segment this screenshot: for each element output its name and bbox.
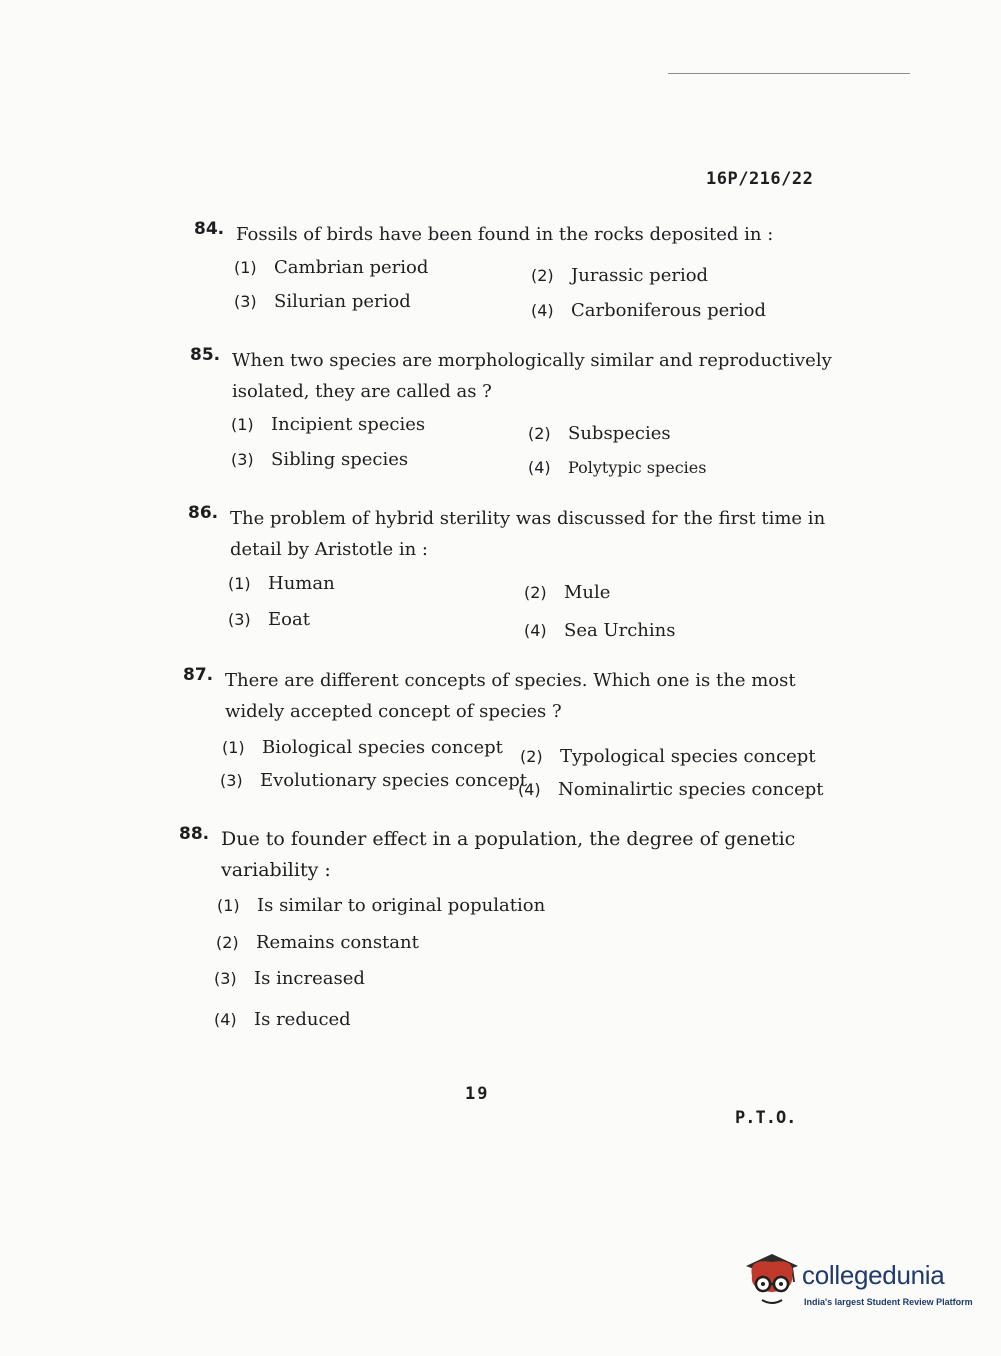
mascot-icon bbox=[742, 1250, 802, 1310]
option: (2) Remains constant bbox=[216, 932, 419, 953]
option: (4) Sea Urchins bbox=[524, 620, 676, 641]
question-85 bbox=[190, 345, 840, 407]
option: (2) Typological species concept bbox=[520, 746, 816, 767]
option: (3) Sibling species bbox=[231, 449, 409, 470]
option: (4) Carboniferous period bbox=[531, 300, 767, 321]
option: (1) Is similar to original population bbox=[217, 895, 546, 916]
brand-tagline: India's largest Student Review Platform bbox=[804, 1297, 973, 1307]
option: (1) Human bbox=[228, 573, 335, 594]
brand-name: collegedunia bbox=[802, 1260, 945, 1290]
option: (3) Is increased bbox=[214, 968, 365, 989]
option: (3) Silurian period bbox=[234, 291, 411, 312]
page-number: 19 bbox=[465, 1084, 490, 1104]
paper-code: 16P/216/22 bbox=[706, 169, 814, 189]
question-text: There are different concepts of species. Which one is the most widely accepted concept of species ? bbox=[225, 670, 796, 722]
option: (4) Nominalirtic species concept bbox=[518, 779, 824, 800]
header-rule bbox=[668, 73, 910, 74]
option: (3) Eoat bbox=[228, 609, 310, 630]
option: (4) Is reduced bbox=[214, 1009, 351, 1030]
question-84 bbox=[194, 219, 834, 250]
option: (2) Jurassic period bbox=[531, 265, 709, 286]
question-88 bbox=[179, 824, 829, 886]
option: (1) Incipient species bbox=[231, 414, 426, 435]
question-text: The problem of hybrid sterility was discussed for the first time in detail by Aristotle in : bbox=[230, 508, 826, 560]
option: (1) Biological species concept bbox=[222, 737, 503, 758]
collegedunia-watermark bbox=[742, 1250, 972, 1312]
question-number: 85. bbox=[190, 345, 221, 365]
option: (3) Evolutionary species concept bbox=[220, 770, 528, 791]
option: (2) Mule bbox=[524, 582, 611, 603]
option: (2) Subspecies bbox=[528, 423, 671, 444]
question-number: 84. bbox=[194, 219, 225, 239]
pto-label: P.T.O. bbox=[735, 1108, 797, 1128]
question-number: 87. bbox=[183, 665, 214, 685]
option: (1) Cambrian period bbox=[234, 257, 429, 278]
option: (4) Polytypic species bbox=[528, 458, 707, 477]
question-number: 86. bbox=[188, 503, 219, 523]
question-text: Fossils of birds have been found in the rocks deposited in : bbox=[236, 224, 774, 245]
question-number: 88. bbox=[179, 824, 210, 844]
question-87 bbox=[183, 665, 833, 727]
question-86 bbox=[188, 503, 838, 565]
question-text: Due to founder effect in a population, the degree of genetic variability : bbox=[221, 828, 796, 881]
question-text: When two species are morphologically similar and reproductively isolated, they are called as ? bbox=[232, 350, 832, 402]
